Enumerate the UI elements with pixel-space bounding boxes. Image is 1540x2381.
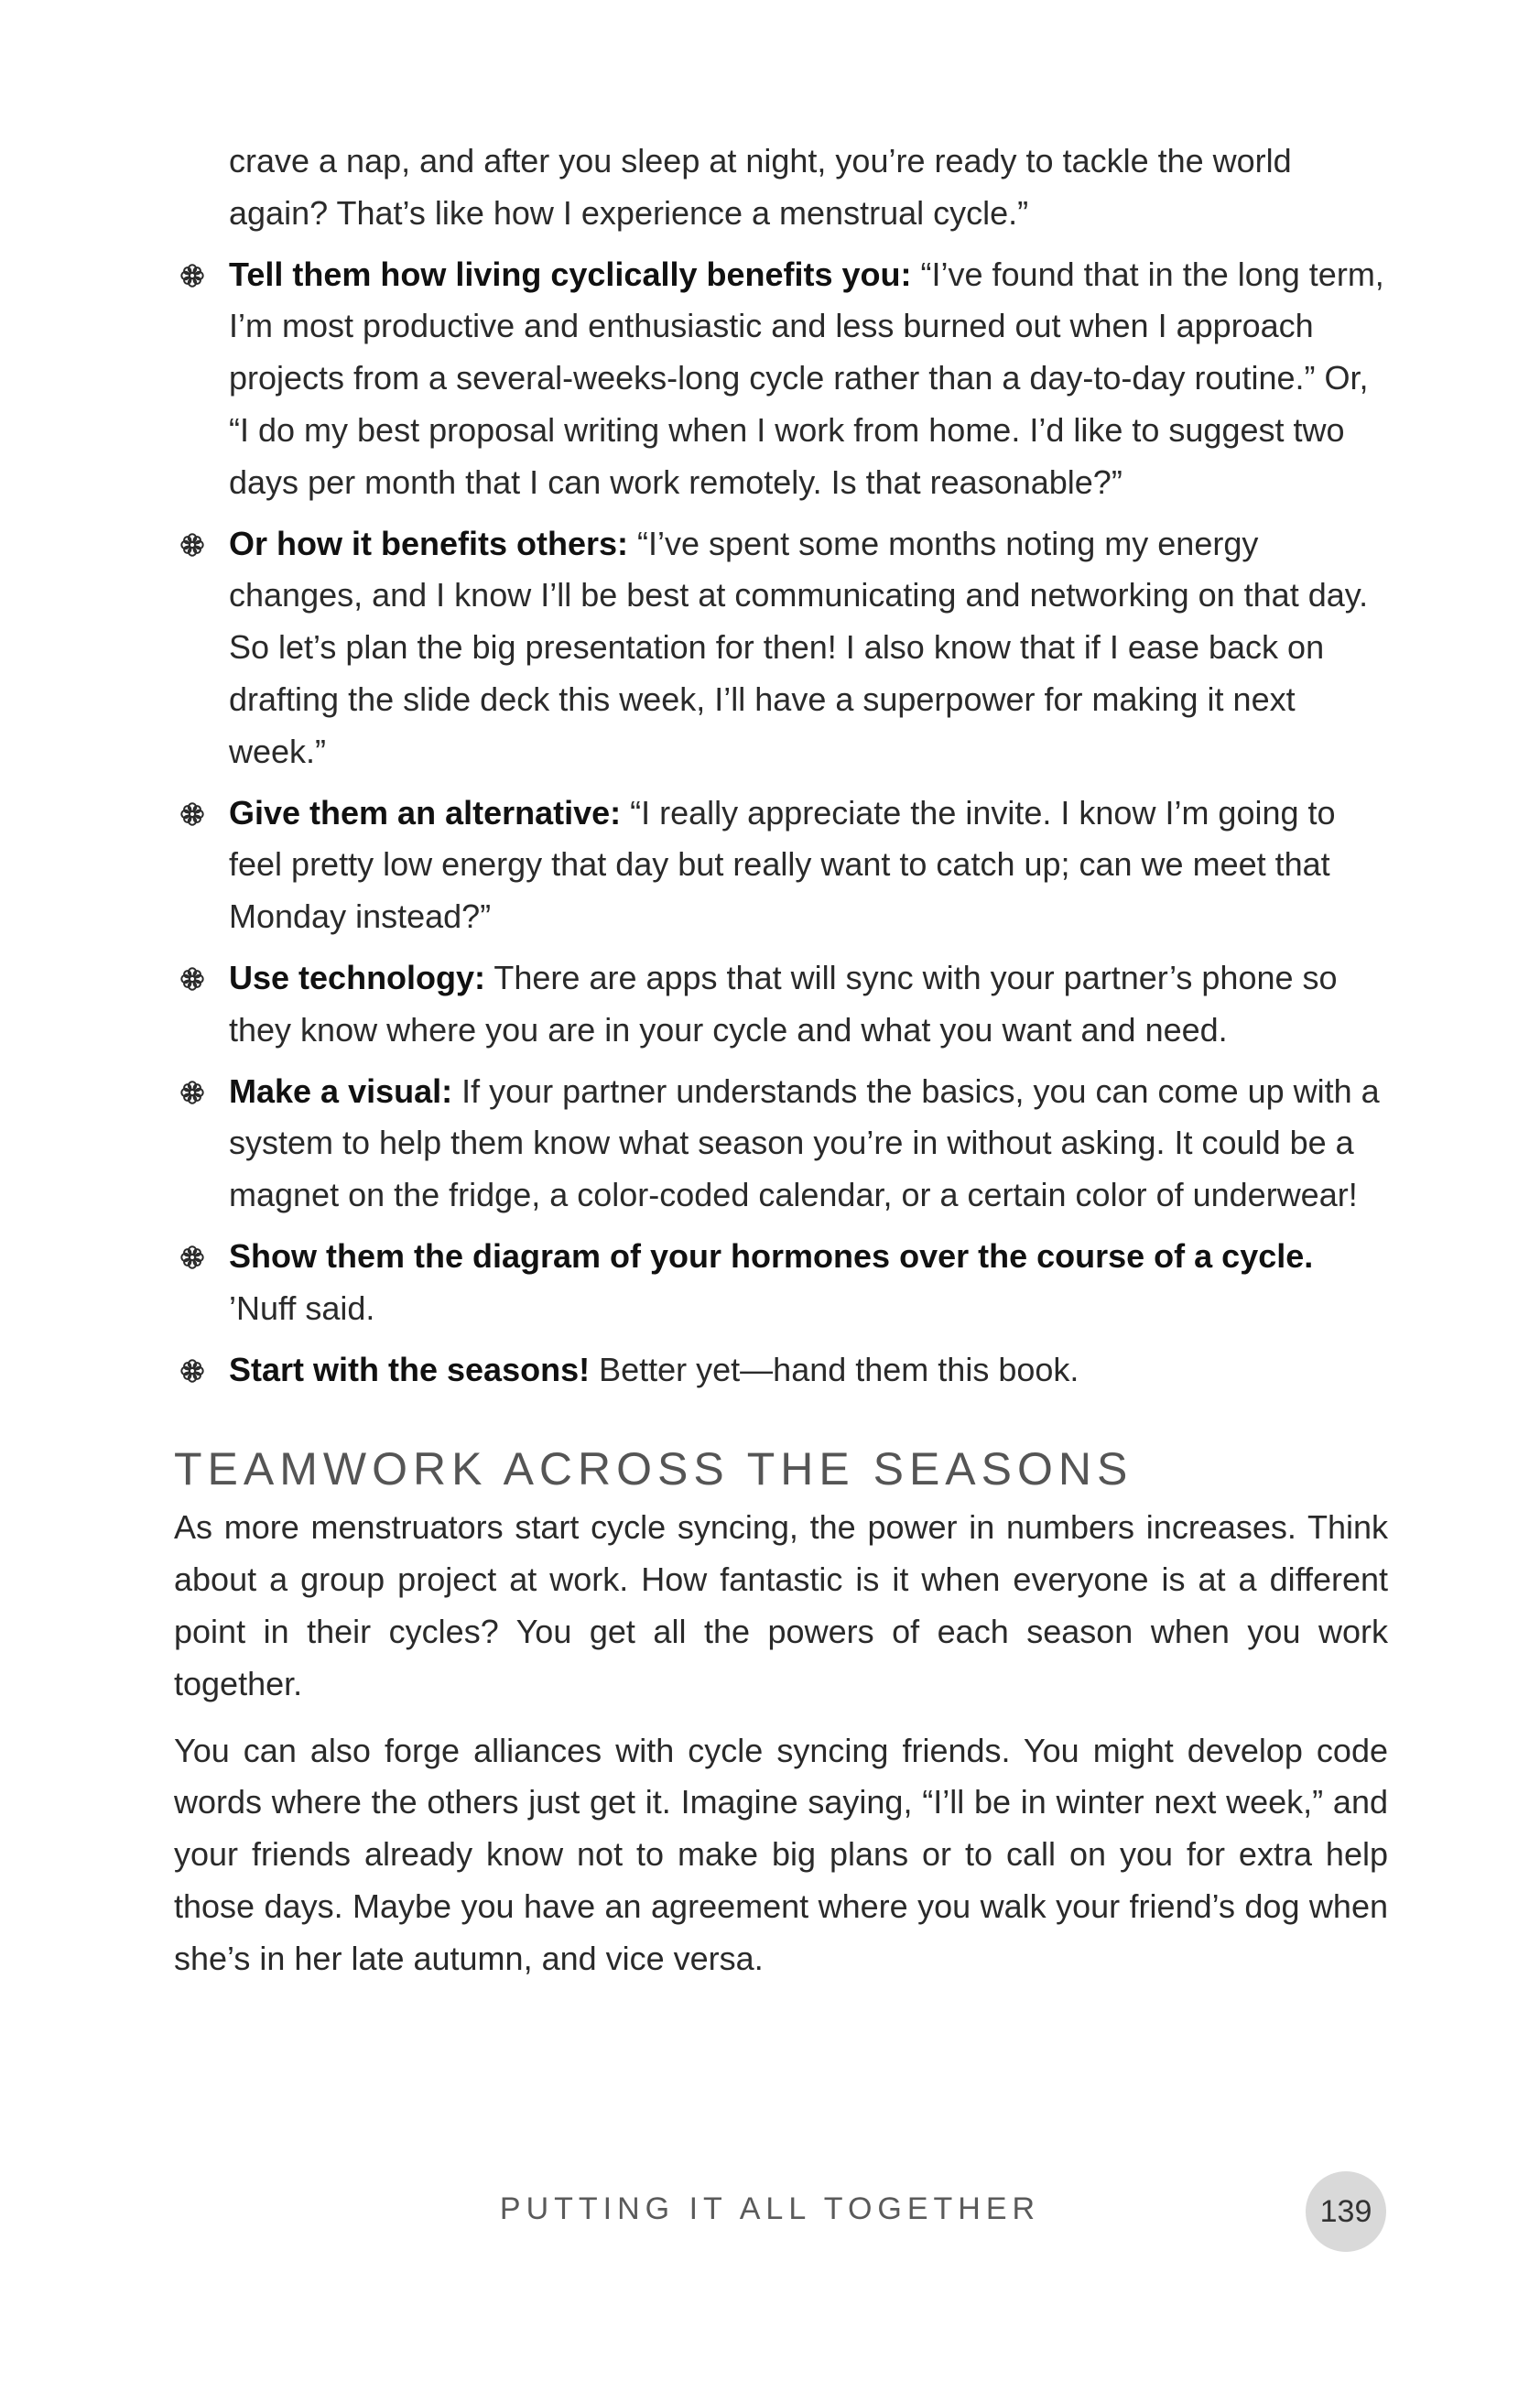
page-number-badge: 139: [1306, 2171, 1386, 2252]
tip-text: “I’ve found that in the long term, I’m most productive and enthusiastic and less burned out when I approach projects from a several-weeks-long cycle rather than a day-to-day routine.” Or, “I do my best proposal writing when I work from home. I’d like to suggest two days per month that I can work remotely. Is that reasonable?”: [229, 255, 1384, 501]
tip-text: Better yet—hand them this book.: [590, 1350, 1079, 1388]
tip-lead: Tell them how living cyclically benefits you:: [229, 255, 912, 293]
body-paragraph: As more menstruators start cycle syncing, the power in numbers increases. Think about a group project at work. How fantastic is it when everyone is at a different point in their cycles? You get all the powers of each season when you work together.: [174, 1508, 1388, 1702]
flower-icon: [179, 1358, 205, 1384]
body-paragraph: You can also forge alliances with cycle syncing friends. You might develop code words where the others just get it. Imagine saying, “I’ll be in winter next week,” and your friends already know not to make big plans or to call on you for extra help those days. Maybe you have an agreement where you walk your friend’s dog when she’s in her late autumn, and vice versa.: [174, 1731, 1388, 1977]
flower-icon: [179, 966, 205, 992]
list-item: [174, 249, 1388, 509]
running-footer-title: PUTTING IT ALL TOGETHER: [499, 2191, 1041, 2226]
tip-lead: Or how it benefits others:: [229, 524, 629, 562]
list-item: [174, 788, 1388, 943]
tip-text: “I’ve spent some months noting my energy changes, and I know I’ll be best at communicating and networking on that day. So let’s plan the big presentation for then! I also know that if I ease back on drafting the slide deck this week, I’ll have a superpower for making it next week.”: [229, 524, 1369, 770]
list-item: [174, 1344, 1388, 1397]
tip-lead: Show them the diagram of your hormones over the course of a cycle.: [229, 1236, 1314, 1275]
list-item: [174, 1066, 1388, 1222]
tip-lead: Make a visual:: [229, 1071, 453, 1110]
page-content: [174, 136, 1388, 2000]
tip-lead: Use technology:: [229, 958, 486, 996]
list-item: [174, 952, 1388, 1057]
flower-icon: [179, 801, 205, 827]
flower-icon: [179, 532, 205, 558]
tips-list: [174, 249, 1388, 1397]
tip-lead: Give them an alternative:: [229, 793, 622, 832]
flower-icon: [179, 1245, 205, 1270]
list-item: [174, 518, 1388, 778]
flower-icon: [179, 1080, 205, 1105]
tip-text: There are apps that will sync with your partner’s phone so they know where you are in your cycle and what you want and need.: [229, 958, 1338, 1049]
tip-text: If your partner understands the basics, you can come up with a system to help them know what season you’re in without asking. It could be a magnet on the fridge, a color-coded calendar, or a certain color of underwear!: [229, 1071, 1380, 1214]
flower-icon: [179, 263, 205, 288]
continuation-paragraph: crave a nap, and after you sleep at night, you’re ready to tackle the world again? That’s like how I experience a menstrual cycle.”: [229, 142, 1292, 232]
tip-text: ’Nuff said.: [229, 1288, 375, 1327]
tip-lead: Start with the seasons!: [229, 1350, 591, 1388]
section-heading: TEAMWORK ACROSS THE SEASONS: [174, 1443, 1133, 1495]
tip-text: “I really appreciate the invite. I know I’m going to feel pretty low energy that day but really want to catch up; can we meet that Monday instead?”: [229, 793, 1336, 936]
list-item: [174, 1231, 1388, 1335]
